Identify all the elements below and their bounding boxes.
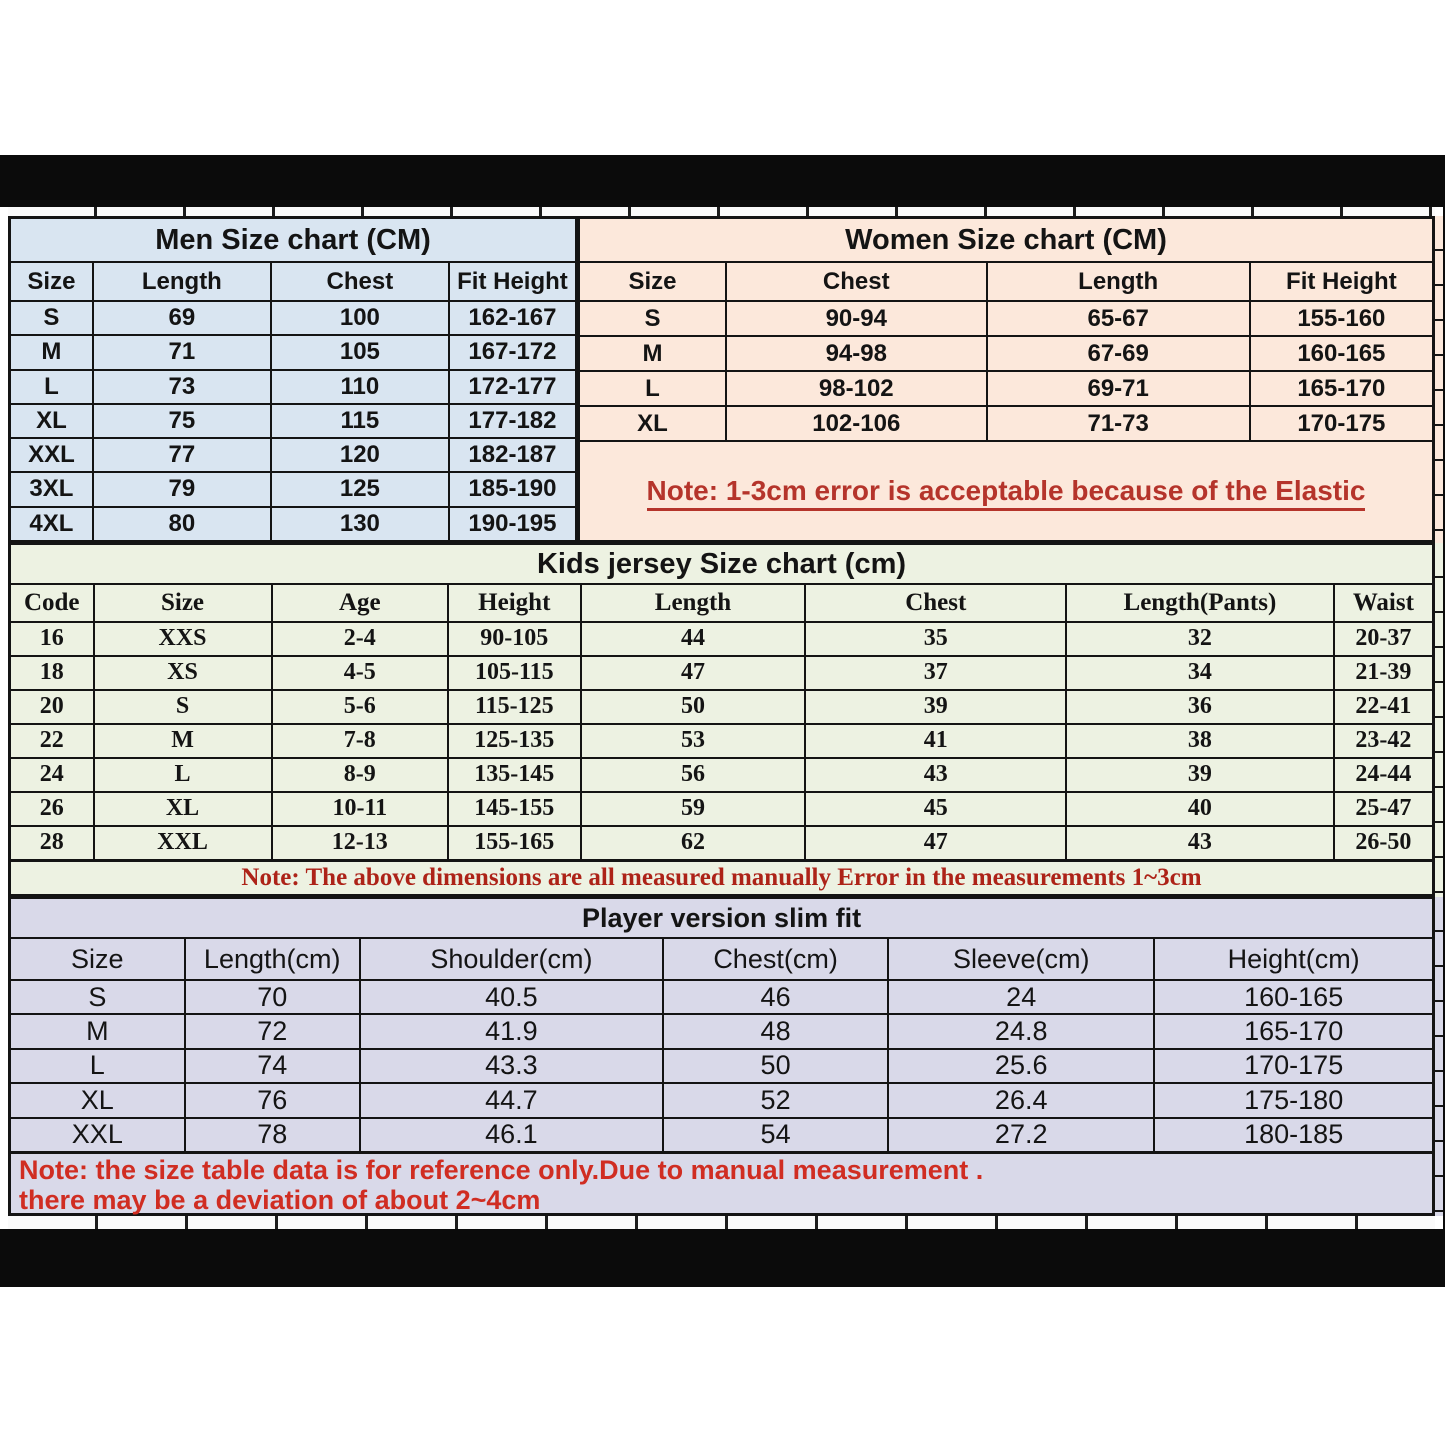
data-cell: XL	[10, 404, 93, 438]
data-cell: 26	[10, 792, 94, 826]
header-cell: Fit Height	[1250, 262, 1434, 301]
table-row	[10, 301, 577, 335]
header-cell: Size	[94, 584, 272, 622]
data-cell: 102-106	[726, 406, 987, 441]
data-cell: 24.8	[888, 1014, 1154, 1048]
data-cell: 69-71	[987, 371, 1250, 406]
data-cell: XXS	[94, 622, 272, 656]
player-size-table	[8, 897, 1435, 1154]
data-cell: 160-165	[1250, 336, 1434, 371]
table-row	[10, 1049, 1434, 1083]
data-cell: 110	[271, 370, 449, 404]
data-cell: 167-172	[449, 335, 577, 369]
data-cell: 7-8	[272, 724, 449, 758]
table-row	[10, 438, 577, 472]
table-row	[579, 301, 1434, 336]
header-cell: Size	[10, 938, 185, 980]
women-size-table	[578, 216, 1435, 543]
cutoff-row-top	[8, 207, 1435, 216]
header-cell: Chest(cm)	[663, 938, 888, 980]
data-cell: 65-67	[987, 301, 1250, 336]
data-cell: 43.3	[360, 1049, 663, 1083]
data-cell: 70	[185, 980, 360, 1014]
data-cell: 130	[271, 507, 449, 542]
data-cell: 32	[1066, 622, 1334, 656]
data-cell: 47	[805, 826, 1066, 861]
data-cell: XXL	[10, 1118, 185, 1153]
header-cell: Code	[10, 584, 94, 622]
data-cell: 155-160	[1250, 301, 1434, 336]
cutoff-column-right	[1435, 216, 1443, 1216]
data-cell: 46	[663, 980, 888, 1014]
data-cell: 90-105	[448, 622, 580, 656]
kids-note: Note: The above dimensions are all measured manually Error in the measurements 1~3cm	[8, 862, 1435, 897]
data-cell: 41	[805, 724, 1066, 758]
women-note-cell	[579, 441, 1434, 542]
data-cell: 46.1	[360, 1118, 663, 1153]
bottom-black-bar	[0, 1229, 1445, 1287]
header-cell: Chest	[805, 584, 1066, 622]
header-cell: Length	[93, 262, 271, 301]
data-cell: 72	[185, 1014, 360, 1048]
data-cell: 54	[663, 1118, 888, 1153]
header-cell: Chest	[271, 262, 449, 301]
data-cell: 71	[93, 335, 271, 369]
men-header-row	[10, 262, 577, 301]
table-row	[10, 370, 577, 404]
data-cell: 120	[271, 438, 449, 472]
kids-header-row	[10, 584, 1434, 622]
header-cell: Height	[448, 584, 580, 622]
bottom-note-line1: Note: the size table data is for reference only.Due to manual measurement .	[19, 1155, 984, 1185]
table-row	[579, 406, 1434, 441]
data-cell: 155-165	[448, 826, 580, 861]
data-cell: M	[10, 335, 93, 369]
top-black-bar	[0, 155, 1445, 207]
data-cell: 135-145	[448, 758, 580, 792]
data-cell: 175-180	[1154, 1083, 1433, 1117]
table-row	[10, 980, 1434, 1014]
data-cell: XL	[579, 406, 726, 441]
header-cell: Length(Pants)	[1066, 584, 1334, 622]
data-cell: L	[10, 370, 93, 404]
data-cell: 38	[1066, 724, 1334, 758]
data-cell: 25.6	[888, 1049, 1154, 1083]
data-cell: 47	[581, 656, 806, 690]
data-cell: 28	[10, 826, 94, 861]
data-cell: 18	[10, 656, 94, 690]
men-table-title: Men Size chart (CM)	[10, 218, 577, 263]
data-cell: M	[10, 1014, 185, 1048]
data-cell: 22-41	[1334, 690, 1434, 724]
table-row	[10, 656, 1434, 690]
data-cell: XS	[94, 656, 272, 690]
bottom-note	[8, 1154, 1435, 1216]
data-cell: 165-170	[1250, 371, 1434, 406]
data-cell: 3XL	[10, 472, 93, 506]
data-cell: 105	[271, 335, 449, 369]
table-row	[10, 826, 1434, 861]
data-cell: S	[579, 301, 726, 336]
data-cell: XXL	[10, 438, 93, 472]
table-row	[10, 335, 577, 369]
data-cell: 74	[185, 1049, 360, 1083]
header-cell: Size	[579, 262, 726, 301]
header-cell: Shoulder(cm)	[360, 938, 663, 980]
data-cell: 185-190	[449, 472, 577, 506]
data-cell: 90-94	[726, 301, 987, 336]
data-cell: 40	[1066, 792, 1334, 826]
table-row	[10, 507, 577, 542]
data-cell: 53	[581, 724, 806, 758]
data-cell: 100	[271, 301, 449, 335]
data-cell: M	[579, 336, 726, 371]
data-cell: 45	[805, 792, 1066, 826]
cutoff-column-kids	[1435, 543, 1443, 897]
data-cell: 34	[1066, 656, 1334, 690]
data-cell: 115	[271, 404, 449, 438]
data-cell: 73	[93, 370, 271, 404]
data-cell: S	[10, 980, 185, 1014]
data-cell: 56	[581, 758, 806, 792]
data-cell: 80	[93, 507, 271, 542]
women-note: Note: 1-3cm error is acceptable because of the Elastic	[647, 475, 1366, 511]
header-cell: Age	[272, 584, 449, 622]
data-cell: 20	[10, 690, 94, 724]
bottom-margin	[0, 1287, 1445, 1445]
table-row	[10, 792, 1434, 826]
data-cell: 76	[185, 1083, 360, 1117]
data-cell: 24	[888, 980, 1154, 1014]
data-cell: XL	[94, 792, 272, 826]
data-cell: 4XL	[10, 507, 93, 542]
men-size-table	[8, 216, 578, 543]
header-cell: Length	[987, 262, 1250, 301]
table-row	[10, 758, 1434, 792]
table-row	[10, 472, 577, 506]
data-cell: 165-170	[1154, 1014, 1433, 1048]
data-cell: 50	[581, 690, 806, 724]
data-cell: 37	[805, 656, 1066, 690]
data-cell: 182-187	[449, 438, 577, 472]
header-cell: Sleeve(cm)	[888, 938, 1154, 980]
table-row	[10, 1014, 1434, 1048]
data-cell: 94-98	[726, 336, 987, 371]
data-cell: L	[579, 371, 726, 406]
data-cell: 44.7	[360, 1083, 663, 1117]
player-title-row	[10, 898, 1434, 938]
data-cell: 23-42	[1334, 724, 1434, 758]
data-cell: 190-195	[449, 507, 577, 542]
table-row	[10, 1118, 1434, 1153]
table-row	[579, 371, 1434, 406]
player-header-row	[10, 938, 1434, 980]
data-cell: 59	[581, 792, 806, 826]
data-cell: XXL	[94, 826, 272, 861]
data-cell: 115-125	[448, 690, 580, 724]
data-cell: 39	[805, 690, 1066, 724]
men-women-row	[8, 216, 1435, 543]
data-cell: 69	[93, 301, 271, 335]
kids-size-table	[8, 543, 1435, 862]
data-cell: S	[94, 690, 272, 724]
header-cell: Chest	[726, 262, 987, 301]
data-cell: 16	[10, 622, 94, 656]
data-cell: 22	[10, 724, 94, 758]
data-cell: 26.4	[888, 1083, 1154, 1117]
data-cell: 5-6	[272, 690, 449, 724]
data-cell: 170-175	[1154, 1049, 1433, 1083]
header-cell: Height(cm)	[1154, 938, 1433, 980]
data-cell: 10-11	[272, 792, 449, 826]
data-cell: 21-39	[1334, 656, 1434, 690]
data-cell: 2-4	[272, 622, 449, 656]
women-header-row	[579, 262, 1434, 301]
table-row	[579, 336, 1434, 371]
data-cell: 36	[1066, 690, 1334, 724]
data-cell: 177-182	[449, 404, 577, 438]
data-cell: 172-177	[449, 370, 577, 404]
table-row	[10, 1083, 1434, 1117]
data-cell: 79	[93, 472, 271, 506]
cutoff-column-player	[1435, 897, 1443, 1216]
data-cell: 75	[93, 404, 271, 438]
data-cell: 39	[1066, 758, 1334, 792]
women-title-row	[579, 218, 1434, 263]
data-cell: S	[10, 301, 93, 335]
table-row	[10, 724, 1434, 758]
table-row	[10, 690, 1434, 724]
cutoff-column-women	[1435, 216, 1443, 543]
data-cell: 180-185	[1154, 1118, 1433, 1153]
data-cell: 78	[185, 1118, 360, 1153]
data-cell: 125-135	[448, 724, 580, 758]
data-cell: 26-50	[1334, 826, 1434, 861]
data-cell: L	[94, 758, 272, 792]
data-cell: 8-9	[272, 758, 449, 792]
table-row	[10, 404, 577, 438]
data-cell: 35	[805, 622, 1066, 656]
header-cell: Fit Height	[449, 262, 577, 301]
women-table-title: Women Size chart (CM)	[579, 218, 1434, 263]
data-cell: 48	[663, 1014, 888, 1048]
data-cell: 71-73	[987, 406, 1250, 441]
data-cell: 24-44	[1334, 758, 1434, 792]
data-cell: 52	[663, 1083, 888, 1117]
data-cell: 67-69	[987, 336, 1250, 371]
table-row	[10, 622, 1434, 656]
data-cell: 27.2	[888, 1118, 1154, 1153]
bottom-note-line2: there may be a deviation of about 2~4cm	[19, 1185, 541, 1215]
women-note-row	[579, 441, 1434, 542]
data-cell: 40.5	[360, 980, 663, 1014]
data-cell: 50	[663, 1049, 888, 1083]
tables-block	[8, 216, 1435, 1216]
data-cell: 41.9	[360, 1014, 663, 1048]
player-table-title: Player version slim fit	[10, 898, 1434, 938]
data-cell: 20-37	[1334, 622, 1434, 656]
data-cell: 77	[93, 438, 271, 472]
data-cell: 12-13	[272, 826, 449, 861]
data-cell: 62	[581, 826, 806, 861]
cutoff-row-bottom	[8, 1216, 1435, 1229]
data-cell: 24	[10, 758, 94, 792]
data-cell: 98-102	[726, 371, 987, 406]
data-cell: 160-165	[1154, 980, 1433, 1014]
data-cell: 125	[271, 472, 449, 506]
header-cell: Waist	[1334, 584, 1434, 622]
header-cell: Size	[10, 262, 93, 301]
data-cell: 105-115	[448, 656, 580, 690]
data-cell: M	[94, 724, 272, 758]
data-cell: 4-5	[272, 656, 449, 690]
data-cell: 43	[1066, 826, 1334, 861]
kids-table-title: Kids jersey Size chart (cm)	[10, 544, 1434, 584]
data-cell: 44	[581, 622, 806, 656]
men-title-row	[10, 218, 577, 263]
data-cell: 162-167	[449, 301, 577, 335]
data-cell: L	[10, 1049, 185, 1083]
data-cell: 43	[805, 758, 1066, 792]
header-cell: Length(cm)	[185, 938, 360, 980]
data-cell: 145-155	[448, 792, 580, 826]
top-margin	[0, 0, 1445, 155]
data-cell: 25-47	[1334, 792, 1434, 826]
kids-title-row	[10, 544, 1434, 584]
data-cell: 170-175	[1250, 406, 1434, 441]
data-cell: XL	[10, 1083, 185, 1117]
header-cell: Length	[581, 584, 806, 622]
